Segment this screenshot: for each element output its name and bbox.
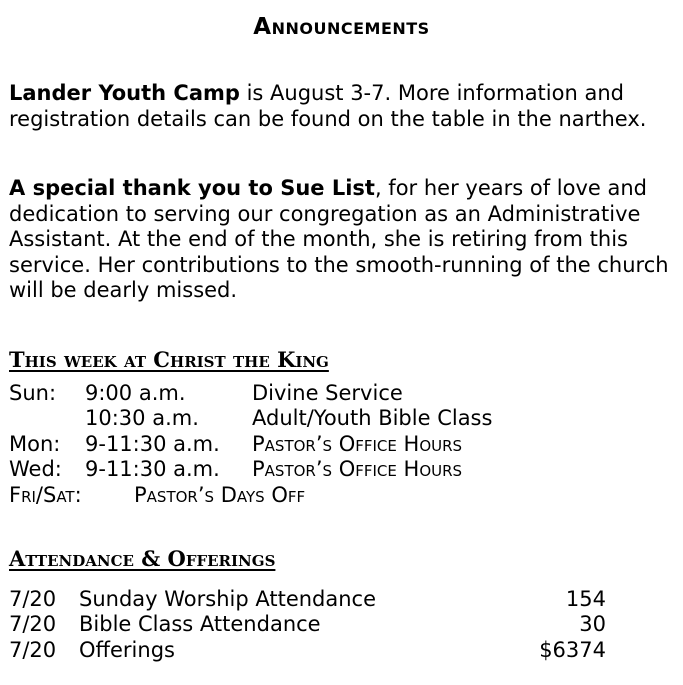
attendance-date: 7/20: [9, 638, 57, 662]
attendance-value: $6374: [539, 638, 606, 662]
schedule-time: 9-11:30 a.m.: [85, 457, 220, 481]
attendance-value: 154: [565, 587, 606, 611]
attendance-date: 7/20: [9, 587, 57, 611]
attendance-date: 7/20: [9, 612, 57, 636]
this-week-heading: This week at Christ the King: [9, 347, 329, 372]
schedule-event: Adult/Youth Bible Class: [252, 406, 493, 430]
schedule-event: Pastor’s Office Hours: [252, 457, 463, 481]
announcement-youth-camp-text: is August 3-7. More information and registration details can be found on the table in the narthex.: [9, 81, 647, 131]
schedule-time: 9-11:30 a.m.: [85, 432, 220, 456]
attendance-value: 30: [579, 612, 606, 636]
schedule-event: Pastor’s Office Hours: [252, 432, 463, 456]
attendance-label: Sunday Worship Attendance: [79, 587, 377, 611]
announcement-youth-camp-bold: Lander Youth Camp: [9, 81, 240, 105]
schedule-event: Pastor’s Days Off: [134, 483, 306, 507]
schedule-day: Mon:: [9, 432, 61, 456]
page-title: Announcements: [253, 14, 430, 40]
attendance-heading: Attendance & Offerings: [9, 546, 276, 571]
schedule-day: Fri/Sat:: [9, 483, 82, 507]
schedule-time: 10:30 a.m.: [85, 406, 199, 430]
schedule-day: Sun:: [9, 381, 57, 405]
announcement-thank-you-text: , for her years of love and dedication to serving our congregation as an Administrative Assistant. At the end of the month, she is retiring from this service. Her contributions to the smooth-running of the church will be dearly missed.: [9, 176, 669, 302]
attendance-label: Offerings: [79, 638, 175, 662]
announcement-thank-you: [9, 176, 679, 304]
schedule-day: Wed:: [9, 457, 62, 481]
announcement-thank-you-bold: A special thank you to Sue List: [9, 176, 375, 200]
schedule-event: Divine Service: [252, 381, 403, 405]
schedule-time: 9:00 a.m.: [85, 381, 186, 405]
announcement-youth-camp: [9, 81, 679, 132]
attendance-label: Bible Class Attendance: [79, 612, 321, 636]
